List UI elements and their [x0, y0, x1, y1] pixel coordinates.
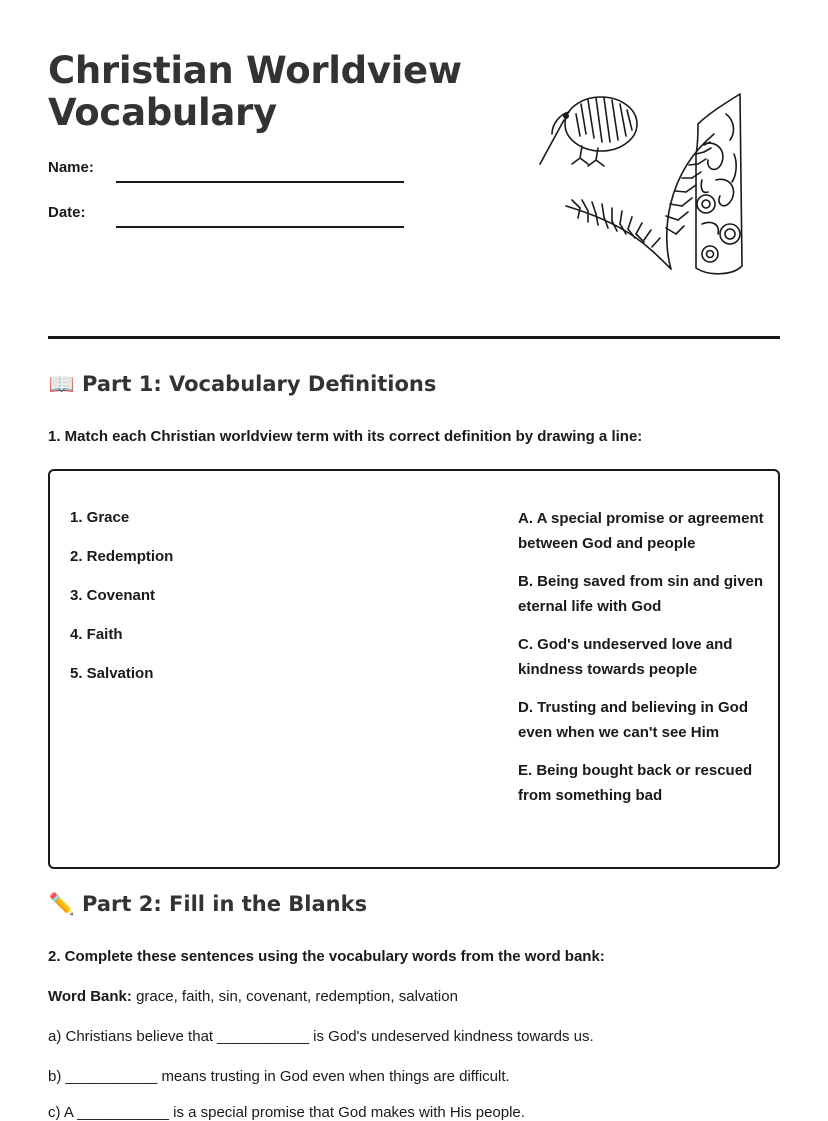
part1-instruction: 1. Match each Christian worldview term with its correct definition by drawing a line:: [48, 428, 643, 445]
carved-number-one-icon: [696, 94, 742, 274]
term-item: 4. Faith: [70, 626, 123, 643]
part2-instruction: 2. Complete these sentences using the vocabulary words from the word bank:: [48, 948, 605, 965]
kiwi-fern-illustration: [536, 84, 752, 280]
sentence-a: a) Christians believe that ___________ is God's undeserved kindness towards us.: [48, 1028, 594, 1045]
matching-box: [48, 469, 780, 869]
part2-heading-text: Part 2: Fill in the Blanks: [82, 892, 368, 916]
definition-item: D. Trusting and believing in God even when we can't see Him: [518, 699, 749, 741]
pencil-icon: ✏️: [48, 892, 76, 916]
date-field: [48, 204, 408, 228]
word-bank-label: Word Bank:: [48, 988, 132, 1005]
fern-icon: [566, 134, 714, 269]
sentence-b: b) ___________ means trusting in God even when things are difficult.: [48, 1068, 510, 1085]
terms-list: [70, 507, 173, 702]
definition-item: C. God's undeserved love and kindness towards people: [518, 636, 733, 678]
open-book-icon: 📖: [48, 372, 76, 396]
title-line-1: Christian Worldview: [48, 49, 462, 92]
term-item: 3. Covenant: [70, 587, 156, 604]
date-line: [116, 226, 404, 228]
term-item: 5. Salvation: [70, 665, 154, 682]
word-bank-words: grace, faith, sin, covenant, redemption, salvation: [136, 988, 458, 1005]
definitions-list: [518, 507, 768, 822]
word-bank: [48, 988, 458, 1005]
section-divider: [48, 336, 780, 339]
page-title: [48, 50, 468, 134]
term-item: 1. Grace: [70, 509, 130, 526]
name-label: Name:: [48, 159, 94, 176]
part2-heading: [48, 892, 367, 917]
definition-item: B. Being saved from sin and given eternal life with God: [518, 573, 764, 615]
kiwi-bird-icon: [540, 97, 637, 166]
definition-item: A. A special promise or agreement between God and people: [518, 510, 764, 552]
title-line-2: Vocabulary: [48, 91, 277, 134]
term-item: 2. Redemption: [70, 548, 174, 565]
name-line: [116, 181, 404, 183]
definition-item: E. Being bought back or rescued from something bad: [518, 762, 753, 804]
part1-heading: [48, 372, 436, 397]
date-label: Date:: [48, 204, 86, 221]
sentence-c: c) A ___________ is a special promise that God makes with His people.: [48, 1104, 525, 1121]
name-field: [48, 159, 408, 183]
part1-heading-text: Part 1: Vocabulary Definitions: [82, 372, 437, 396]
